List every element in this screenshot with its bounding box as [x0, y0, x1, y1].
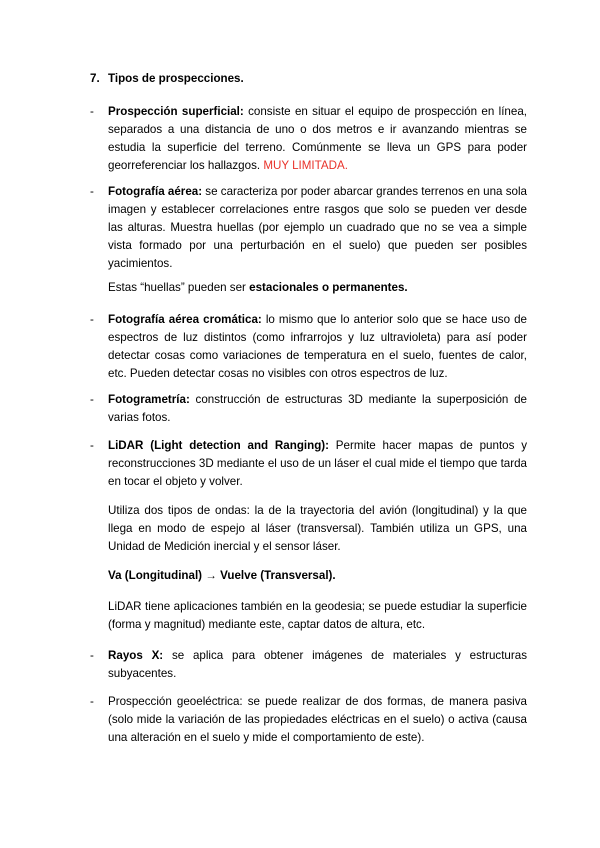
heading-title: Tipos de prospecciones.: [108, 72, 244, 85]
item-term: Rayos X:: [108, 649, 164, 662]
list-item-prospeccion-geoelectrica: [90, 693, 527, 747]
bullet-dash: -: [90, 439, 94, 452]
item-text: construcción de estructuras 3D mediante la superposición de varias fotos.: [108, 393, 527, 424]
list-item-fotografia-aerea: [90, 183, 527, 273]
list-item-prospeccion-superficial: [90, 103, 527, 175]
bullet-dash: -: [90, 105, 94, 118]
lidar-formula: [108, 567, 527, 585]
item-term: Fotografía aérea cromática:: [108, 313, 262, 326]
list-item-fotogrametria: [90, 391, 527, 427]
huellas-note: [108, 279, 527, 297]
bullet-dash: -: [90, 695, 94, 708]
lidar-geodesia-text: LiDAR tiene aplicaciones también en la geodesia; se puede estudiar la superficie (forma y magnitud) mediante este, captar datos de altura, etc.: [108, 600, 527, 631]
list-item-fotografia-cromatica: [90, 311, 527, 383]
list-item-lidar: [90, 437, 527, 491]
item-term: LiDAR (Light detection and Ranging):: [108, 439, 330, 452]
item-term: Fotogrametría:: [108, 393, 190, 406]
item-term: Fotografía aérea:: [108, 185, 203, 198]
list-item-rayos-x: [90, 647, 527, 683]
item-text: Permite hacer mapas de puntos y reconstrucciones 3D mediante el uso de un láser el cual mide el tiempo que tarda en tocar el objeto y volver.: [108, 439, 528, 488]
heading-number: 7.: [90, 72, 100, 85]
item-term: Prospección superficial:: [108, 105, 244, 118]
lidar-formula-text: Va (Longitudinal) → Vuelve (Transversal).: [108, 569, 336, 582]
bullet-dash: -: [90, 185, 94, 198]
highlight-text: MUY LIMITADA.: [263, 159, 348, 172]
section-heading: [90, 70, 244, 88]
item-text: se caracteriza por poder abarcar grandes terrenos en una sola imagen y establecer correlaciones entre rasgos que solo se pueden ver desde las alturas. Muestra huellas (por ejemplo un cuadrado que no se vea a simple vista formado por una perturbación en el suelo) que pueden ser posibles yacimientos.: [108, 185, 527, 270]
bullet-dash: -: [90, 649, 94, 662]
item-text: Prospección geoeléctrica: se puede realizar de dos formas, de manera pasiva (solo mide la variación de las propiedades eléctricas en el suelo) o activa (causa una alteración en el suelo y mide el comportamiento de este).: [108, 695, 527, 744]
item-text: lo mismo que lo anterior solo que se hace uso de espectros de luz distintos (como infrarrojos y luz ultravioleta) para así poder detectar cosas como variaciones de temperatura en el suelo, fuentes de calor, etc. Pueden detectar cosas no visibles con otros espectros de luz.: [108, 313, 527, 380]
lidar-waves-text: Utiliza dos tipos de ondas: la de la trayectoria del avión (longitudinal) y la que llega en modo de espejo al láser (transversal). También utiliza un GPS, una Unidad de Medición inercial y el sensor láser.: [108, 504, 527, 553]
bullet-dash: -: [90, 313, 94, 326]
huellas-bold: estacionales o permanentes.: [249, 281, 408, 294]
bullet-dash: -: [90, 393, 94, 406]
item-text: consiste en situar el equipo de prospección en línea, separados a una distancia de uno o dos metros e ir avanzando mientras se estudia la superficie del terreno. Comúnmente se lleva un GPS para poder georreferenciar los hallazgos.: [108, 105, 527, 172]
item-text: se aplica para obtener imágenes de materiales y estructuras subyacentes.: [108, 649, 527, 680]
huellas-prefix: Estas “huellas” pueden ser: [108, 281, 250, 294]
